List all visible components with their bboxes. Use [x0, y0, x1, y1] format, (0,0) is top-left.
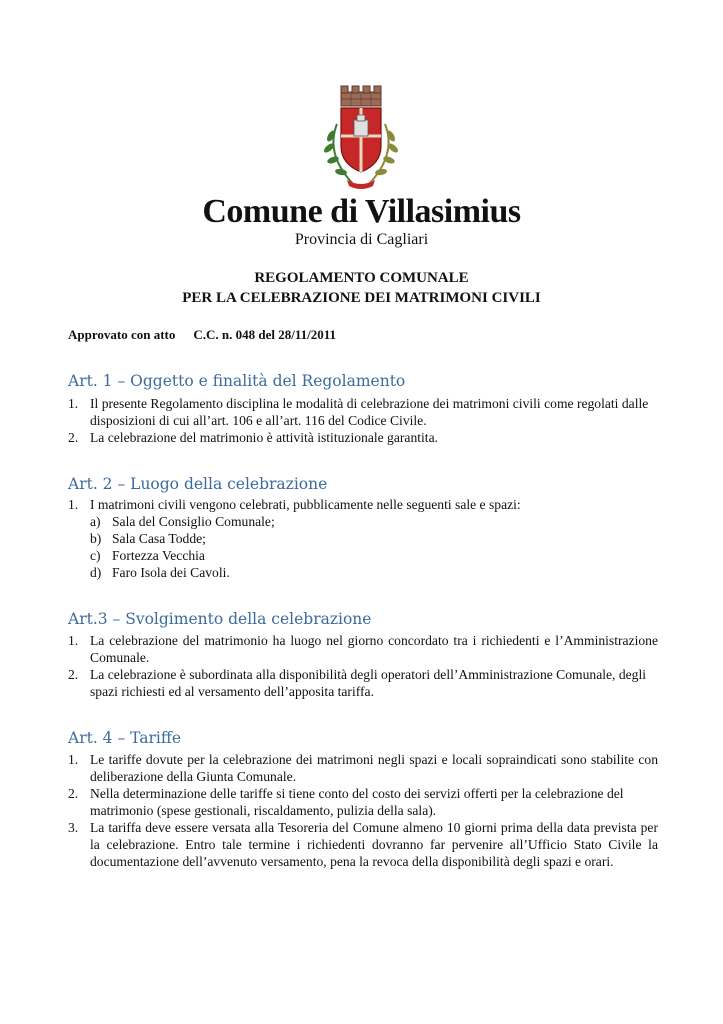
approval-line	[68, 326, 336, 344]
list-item	[68, 429, 658, 446]
item-text: La celebrazione del matrimonio è attività istituzionale garantita.	[90, 430, 439, 445]
province-subtitle: Provincia di Cagliari	[294, 231, 429, 248]
approval-label: Approvato con atto	[68, 327, 176, 342]
item-letter: d)	[90, 565, 102, 580]
article-4-heading: Art. 4 – Tariffe	[68, 729, 182, 747]
article-3-heading: Art.3 – Svolgimento della celebrazione	[68, 610, 372, 628]
municipality-title: Comune di Villasimius	[202, 193, 521, 230]
item-text: La celebrazione è subordinata alla disponibilità degli operatori dell’Amministrazione Comunale, degli spazi richiesti ed al versamento dell’apposita tariffa.	[90, 667, 647, 699]
item-text: Sala del Consiglio Comunale;	[112, 514, 275, 529]
item-text: Nella determinazione delle tariffe si tiene conto del costo dei servizi offerti per la celebrazione del matrimonio (spese gestionali, riscaldamento, pulizia della sala).	[90, 786, 624, 818]
regulation-title-line2: PER LA CELEBRAZIONE DEI MATRIMONI CIVILI	[182, 290, 541, 306]
item-letter: b)	[90, 531, 102, 546]
list-item	[68, 819, 658, 870]
sub-list-item	[68, 564, 658, 581]
article-4-list	[68, 751, 658, 870]
approval-reference: C.C. n. 048 del 28/11/2011	[193, 327, 337, 342]
article-3-list	[68, 632, 658, 700]
item-text: Il presente Regolamento disciplina le modalità di celebrazione dei matrimoni civili come regolati dalle disposizioni di cui all’art. 106 e all’art. 116 del Codice Civile.	[90, 396, 649, 428]
list-item	[68, 666, 658, 700]
item-number: 1.	[68, 752, 79, 767]
item-number: 1.	[68, 497, 79, 512]
item-text: Sala Casa Todde;	[112, 531, 206, 546]
item-letter: a)	[90, 514, 101, 529]
item-number: 2.	[68, 786, 79, 801]
regulation-title	[0, 268, 723, 308]
sub-list-item	[68, 513, 658, 530]
item-text: Faro Isola dei Cavoli.	[112, 565, 230, 580]
regulation-title-line1: REGOLAMENTO COMUNALE	[254, 270, 469, 286]
article-1-heading: Art. 1 – Oggetto e finalità del Regolamento	[68, 372, 406, 390]
list-item	[68, 751, 658, 785]
item-text: La tariffa deve essere versata alla Tesoreria del Comune almeno 10 giorni prima della data prevista per la celebrazione. Entro tale termine i richiedenti dovranno far pervenire all’Ufficio Stato Civile la documentazione dell’avvenuto versamento, pena la revoca della disponibilità degli spazi e orari.	[90, 820, 658, 869]
article-2-list	[68, 496, 658, 581]
municipal-crest-icon	[313, 84, 409, 194]
item-number: 2.	[68, 667, 79, 682]
item-text: La celebrazione del matrimonio ha luogo nel giorno concordato tra i richiedenti e l’Amministrazione Comunale.	[90, 633, 658, 665]
sub-list-item	[68, 547, 658, 564]
item-number: 3.	[68, 820, 79, 835]
list-item	[68, 496, 658, 513]
list-item	[68, 395, 658, 429]
item-number: 2.	[68, 430, 79, 445]
item-text: Le tariffe dovute per la celebrazione dei matrimoni negli spazi e locali sopraindicati sono stabilite con deliberazione della Giunta Comunale.	[90, 752, 658, 784]
article-1-list	[68, 395, 658, 446]
list-item	[68, 785, 658, 819]
item-number: 1.	[68, 633, 79, 648]
article-2-heading: Art. 2 – Luogo della celebrazione	[68, 475, 328, 493]
item-letter: c)	[90, 548, 101, 563]
item-number: 1.	[68, 396, 79, 411]
item-text: I matrimoni civili vengono celebrati, pubblicamente nelle seguenti sale e spazi:	[90, 497, 521, 512]
list-item	[68, 632, 658, 666]
sub-list-item	[68, 530, 658, 547]
item-text: Fortezza Vecchia	[112, 548, 205, 563]
